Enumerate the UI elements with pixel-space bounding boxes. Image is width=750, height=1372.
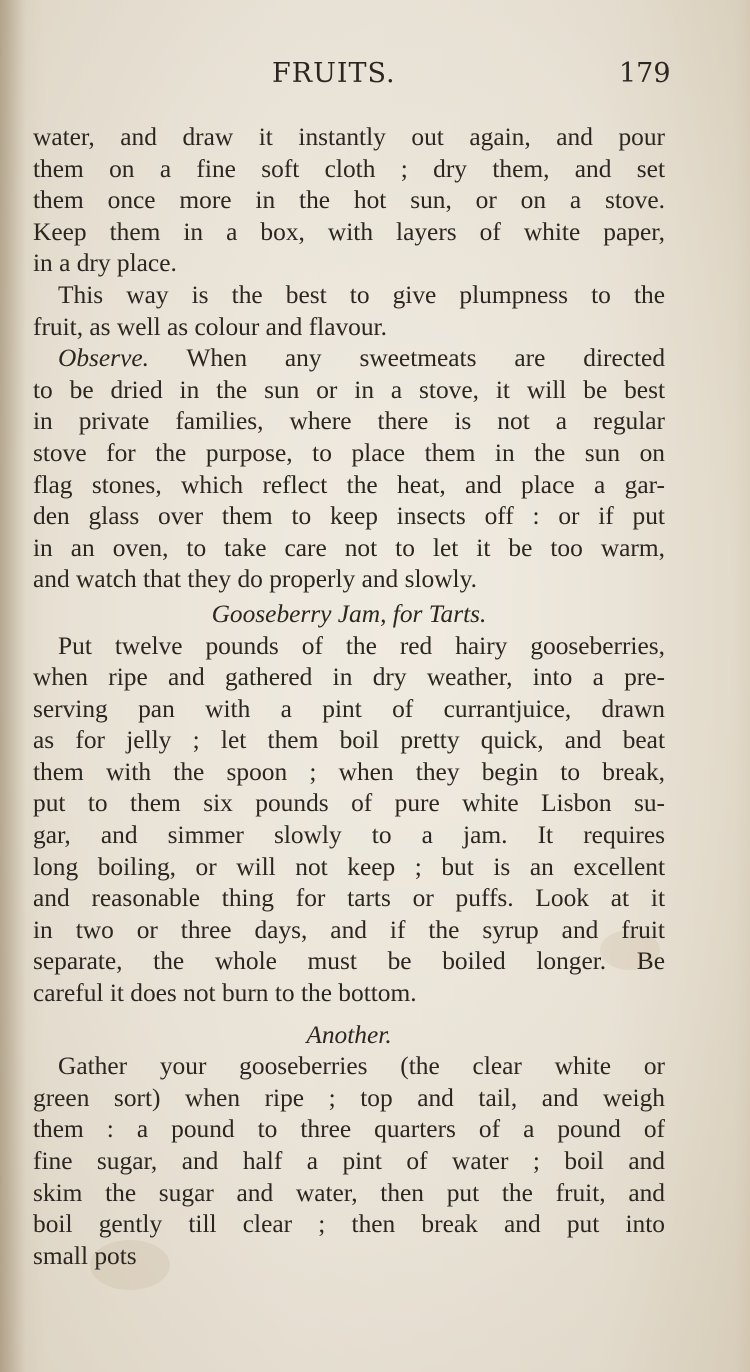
- text-line: them with the spoon ; when they begin to break,: [33, 757, 665, 786]
- text-line: in two or three days, and if the syrup and fruit: [33, 915, 665, 944]
- text-line: put to them six pounds of pure white Lisbon su-: [33, 789, 665, 818]
- text-line: long boiling, or will not keep ; but is an excellent: [33, 852, 665, 881]
- text-line: them once more in the hot sun, or on a stove.: [33, 186, 665, 215]
- text-line: serving pan with a pint of currantjuice, drawn: [33, 694, 665, 723]
- text-line: water, and draw it instantly out again, and pour: [33, 123, 665, 151]
- text-line: when ripe and gathered in dry weather, into a pre-: [33, 663, 665, 692]
- recipe-heading: Another.: [306, 1020, 392, 1049]
- text-line: fine sugar, and half a pint of water ; boil and: [33, 1147, 665, 1175]
- gutter-shadow: [0, 0, 26, 1372]
- text-line: stove for the purpose, to place them in the sun on: [33, 438, 665, 467]
- text-line: in a dry place.: [33, 249, 177, 278]
- spacer: [33, 1010, 665, 1020]
- text-line: flag stones, which reflect the heat, and place a gar-: [33, 470, 665, 499]
- running-title: FRUITS.: [272, 58, 396, 89]
- text-line: and reasonable thing for tarts or puffs. Look at it: [33, 884, 665, 913]
- text-line: in private families, where there is not a regular: [33, 407, 665, 436]
- text-line: skim the sugar and water, then put the fruit, and: [33, 1178, 665, 1207]
- text-line: green sort) when ripe ; top and tail, and weigh: [33, 1083, 665, 1112]
- page-number: 179: [619, 58, 671, 89]
- text-line: boil gently till clear ; then break and put into: [33, 1210, 665, 1239]
- text-line: in an oven, to take care not to let it be too warm,: [33, 533, 665, 562]
- observe-lead: Observe.: [58, 344, 149, 373]
- text-line: them : a pound to three quarters of a pound of: [33, 1115, 665, 1144]
- recipe-heading: Gooseberry Jam, for Tarts.: [211, 599, 487, 628]
- text-line: separate, the whole must be boiled longer. Be: [33, 947, 665, 976]
- running-head: [0, 58, 750, 98]
- text-line: them on a fine soft cloth ; dry them, and set: [33, 154, 665, 183]
- text-line: This way is the best to give plumpness to the: [58, 280, 665, 309]
- text-line: and watch that they do properly and slowly.: [33, 565, 477, 594]
- text-line: den glass over them to keep insects off : or if put: [33, 502, 665, 531]
- text-line: gar, and simmer slowly to a jam. It requires: [33, 821, 665, 850]
- text-line: Put twelve pounds of the red hairy gooseberries,: [58, 631, 665, 660]
- text-line: careful it does not burn to the bottom.: [33, 979, 417, 1008]
- body-text: [33, 122, 665, 1272]
- text-line: fruit, as well as colour and flavour.: [33, 312, 387, 341]
- text-line: Gather your gooseberries (the clear white or: [58, 1052, 665, 1081]
- text-line: to be dried in the sun or in a stove, it will be best: [33, 375, 665, 404]
- text-line: Keep them in a box, with layers of white paper,: [33, 217, 665, 246]
- text-line: small pots: [33, 1241, 137, 1270]
- text-line: as for jelly ; let them boil pretty quick, and beat: [33, 726, 665, 755]
- observe-line: [33, 343, 665, 375]
- observe-rest: When any sweetmeats are directed: [186, 344, 666, 373]
